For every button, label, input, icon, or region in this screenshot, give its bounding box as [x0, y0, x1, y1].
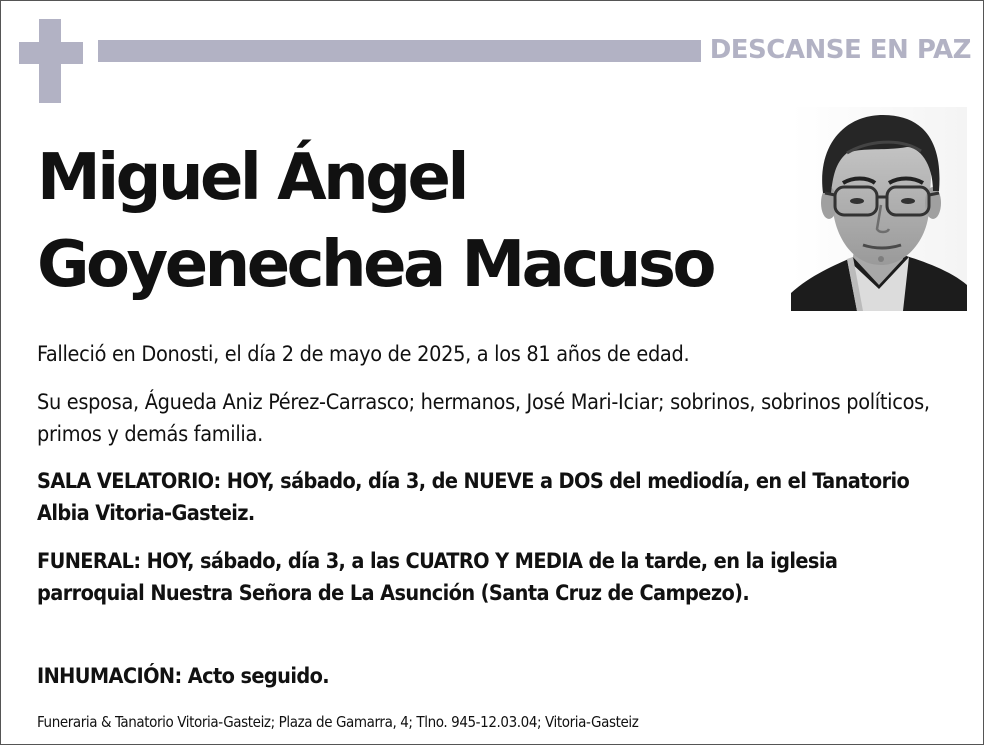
death-notice: Falleció en Donosti, el día 2 de mayo de 2025, a los 81 años de edad.: [37, 342, 690, 367]
funeral-details: FUNERAL: HOY, sábado, día 3, a las CUATRO Y MEDIA de la tarde, en la iglesia parroquial Nuestra Señora de La Asunción (Santa Cruz de Campezo).: [37, 549, 838, 606]
wake-details: SALA VELATORIO: HOY, sábado, día 3, de NUEVE a DOS del mediodía, en el Tanatorio Albia Vitoria-Gasteiz.: [37, 469, 910, 526]
rest-in-peace-label: DESCANSE EN PAZ: [709, 35, 971, 65]
deceased-first-names: Miguel Ángel: [37, 141, 466, 215]
funeral-home-footer: Funeraria & Tanatorio Vitoria-Gasteiz; Plaza de Gamarra, 4; Tlno. 945-12.03.04; Vitoria-Gasteiz: [37, 713, 639, 731]
portrait-photo: [791, 107, 967, 311]
header-band: [98, 40, 701, 62]
deceased-surnames: Goyenechea Macuso: [37, 228, 713, 302]
family-mourners: Su esposa, Águeda Aniz Pérez-Carrasco; hermanos, José Mari-Iciar; sobrinos, sobrinos políticos, primos y demás familia.: [37, 390, 930, 447]
cross-horizontal-bar: [19, 42, 83, 64]
latin-cross-icon: [19, 19, 83, 103]
deceased-name: [37, 135, 713, 309]
burial-details: INHUMACIÓN: Acto seguido.: [37, 664, 330, 689]
